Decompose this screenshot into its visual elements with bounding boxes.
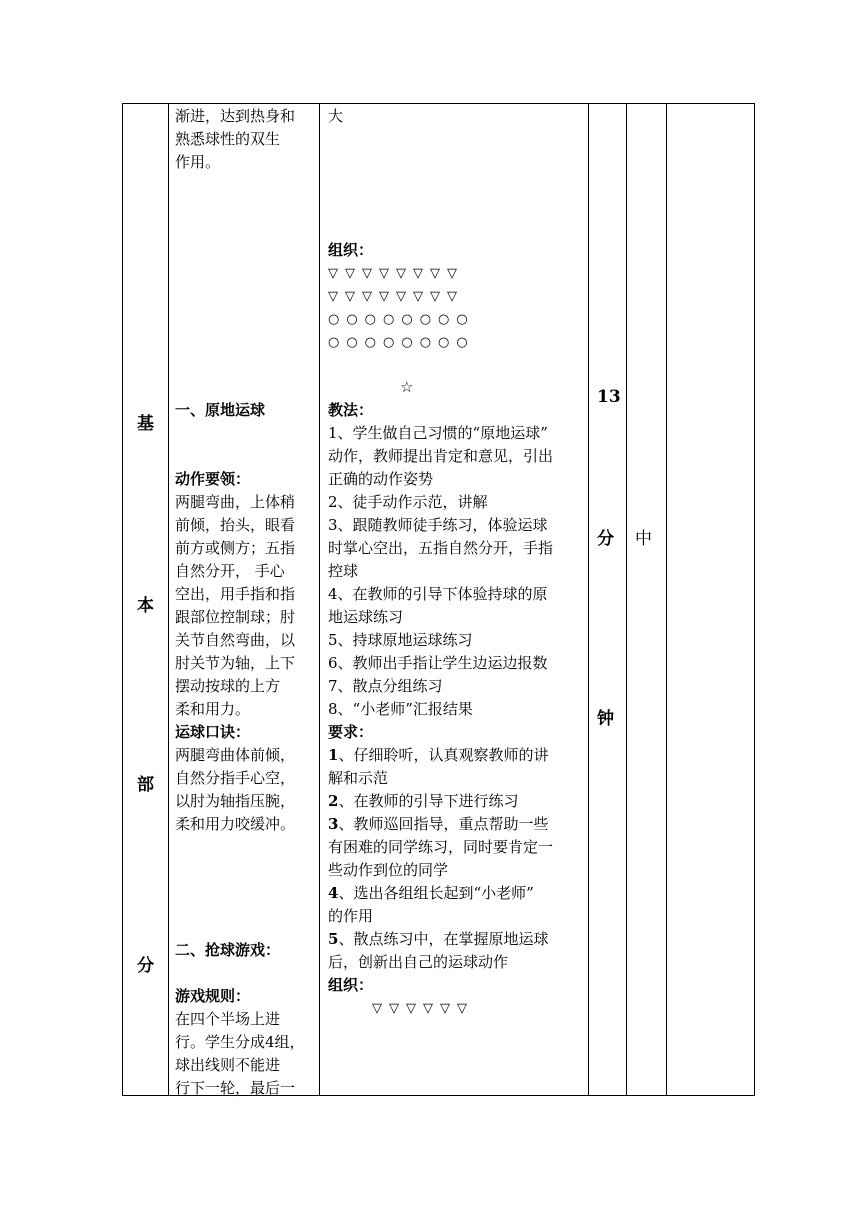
formation-row: ○○○○○○○○ bbox=[328, 335, 475, 350]
text-line: 以肘为轴指压腕， bbox=[175, 792, 296, 810]
teaching-method bbox=[328, 399, 553, 1020]
item1-title: 一、原地运球 bbox=[175, 401, 266, 419]
text-line: 球出线则不能进 bbox=[175, 1056, 281, 1074]
text-line: 5、持球原地运球练习 bbox=[328, 631, 473, 649]
lesson-plan-table bbox=[122, 103, 755, 1096]
requirement-number: 4 bbox=[328, 884, 339, 902]
section-char: 基 bbox=[137, 414, 154, 434]
requirement-number: 2 bbox=[328, 792, 339, 810]
key-points bbox=[175, 468, 295, 836]
requirement-item bbox=[328, 928, 553, 951]
text-line: 前方或侧方；五指 bbox=[175, 539, 296, 557]
key-points-title: 动作要领： bbox=[175, 470, 251, 488]
text-line: 7、散点分组练习 bbox=[328, 677, 443, 695]
text-line: 、选出各组组长起到“小老师” bbox=[338, 884, 534, 902]
time-column bbox=[589, 104, 626, 1095]
content-column bbox=[175, 104, 315, 1095]
text-line: 地运球练习 bbox=[328, 608, 404, 626]
text-line: 、散点练习中，在掌握原地运球 bbox=[338, 930, 549, 948]
requirement-item bbox=[328, 744, 553, 767]
text-line: 解和示范 bbox=[328, 769, 389, 787]
requirement-number: 1 bbox=[328, 746, 339, 764]
text-line: 后，创新出自己的运球动作 bbox=[328, 953, 509, 971]
text-line: 6、教师出手指让学生边运边报数 bbox=[328, 654, 548, 672]
text-line: 时掌心空出，五指自然分开，手指 bbox=[328, 539, 554, 557]
intensity-column bbox=[627, 104, 666, 1095]
text-line: 前倾，抬头，眼看 bbox=[175, 516, 296, 534]
text-line: 、教师巡回指导，重点帮助一些 bbox=[338, 815, 549, 833]
section-column bbox=[123, 104, 168, 1095]
text-line: 柔和用力咬缓冲。 bbox=[175, 815, 296, 833]
requirements-title: 要求： bbox=[328, 723, 374, 741]
formation-row: ▽▽▽▽▽▽▽▽ bbox=[328, 266, 464, 281]
requirement-number: 3 bbox=[328, 815, 339, 833]
text-line: 3、跟随教师徒手练习，体验运球 bbox=[328, 516, 548, 534]
text-line: 在四个半场上进 bbox=[175, 1010, 281, 1028]
notes-column bbox=[667, 104, 755, 1095]
chant-title: 运球口诀： bbox=[175, 723, 251, 741]
text-line: 有困难的同学练习，同时要肯定一 bbox=[328, 838, 554, 856]
organization-title: 组织： bbox=[328, 241, 374, 259]
rules-title: 游戏规则： bbox=[175, 987, 251, 1005]
requirement-item bbox=[328, 790, 553, 813]
method-column bbox=[328, 104, 586, 1095]
section-char: 本 bbox=[137, 596, 154, 616]
text-line: 肘关节为轴，上下 bbox=[175, 654, 296, 672]
game-rules bbox=[175, 985, 305, 1100]
text-line: 空出，用手指和指 bbox=[175, 585, 296, 603]
requirement-item bbox=[328, 882, 553, 905]
text-line: 关节自然弯曲，以 bbox=[175, 631, 296, 649]
text-line: 8、“小老师”汇报结果 bbox=[328, 700, 473, 718]
organization-block bbox=[328, 239, 475, 354]
text-line: 摆动按球的上方 bbox=[175, 677, 281, 695]
method-title: 教法： bbox=[328, 401, 374, 419]
text-line: 2、徒手动作示范，讲解 bbox=[328, 493, 488, 511]
column-divider bbox=[168, 104, 169, 1095]
formation-row: ▽▽▽▽▽▽▽▽ bbox=[328, 289, 464, 304]
intro-text bbox=[175, 105, 295, 174]
text-line: 行下一轮，最后一 bbox=[175, 1079, 296, 1097]
text-line: 、在教师的引导下进行练习 bbox=[338, 792, 519, 810]
text-line: 1、学生做自己习惯的“原地运球” bbox=[328, 424, 548, 442]
time-unit: 分 bbox=[597, 529, 614, 549]
text-line: 些动作到位的同学 bbox=[328, 861, 449, 879]
text-line: 控球 bbox=[328, 562, 359, 580]
text-line: 两腿弯曲，上体稍 bbox=[175, 493, 296, 511]
section-char: 分 bbox=[137, 956, 154, 976]
text-line: 正确的动作姿势 bbox=[328, 470, 434, 488]
column-divider bbox=[319, 104, 320, 1095]
text-line: 柔和用力。 bbox=[175, 700, 251, 718]
text-line: 熟悉球性的双生 bbox=[175, 130, 281, 148]
section-char: 部 bbox=[137, 775, 154, 795]
text-line: 自然分指手心空， bbox=[175, 769, 296, 787]
time-unit: 钟 bbox=[597, 709, 614, 729]
item2-title: 二、抢球游戏： bbox=[175, 941, 281, 959]
text-line: 跟部位控制球；肘 bbox=[175, 608, 296, 626]
time-minutes: 13 bbox=[597, 387, 621, 407]
formation-row: ▽▽▽▽▽▽ bbox=[372, 1001, 474, 1016]
requirement-number: 5 bbox=[328, 930, 339, 948]
requirement-item bbox=[328, 813, 553, 836]
formation-row: ○○○○○○○○ bbox=[328, 312, 475, 327]
intensity-value: 中 bbox=[635, 529, 652, 549]
text-line: 的作用 bbox=[328, 907, 374, 925]
text-line: 渐进，达到热身和 bbox=[175, 107, 296, 125]
organization-title: 组织： bbox=[328, 976, 374, 994]
text-line: 4、在教师的引导下体验持球的原 bbox=[328, 585, 548, 603]
text-line: 自然分开， 手心 bbox=[175, 562, 285, 580]
teacher-star-icon: ☆ bbox=[400, 378, 414, 396]
text-line: 行。学生分成4组， bbox=[175, 1033, 305, 1051]
text-line: 两腿弯曲体前倾， bbox=[175, 746, 296, 764]
text-line: 作用。 bbox=[175, 153, 221, 171]
text-line: 动作，教师提出肯定和意见，引出 bbox=[328, 447, 554, 465]
continued-text: 大 bbox=[328, 107, 344, 125]
text-line: 、仔细聆听，认真观察教师的讲 bbox=[338, 746, 549, 764]
